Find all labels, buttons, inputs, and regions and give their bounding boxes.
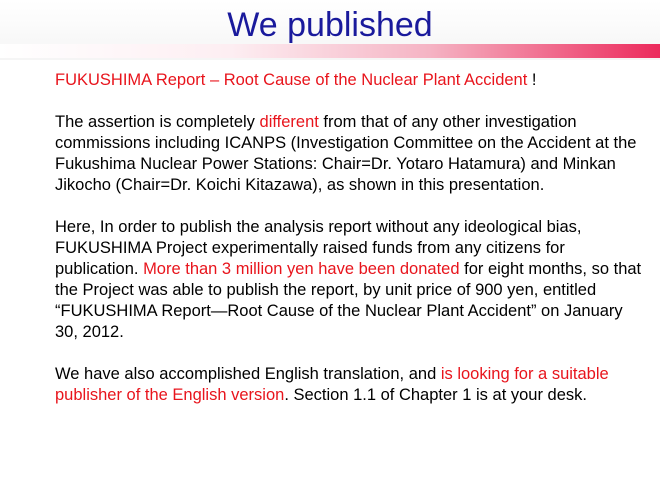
paragraph-funding-part-2: for eight months, so that the Project was able to publish the report, by unit price of 900 yen, entitled “FUKUSHIMA Report—Root Cause of the Nuclear Plant Accident” on January 30, 2012.: [55, 260, 642, 341]
paragraph-translation-part-2: . Section 1.1 of Chapter 1 is at your desk.: [284, 386, 587, 404]
paragraph-funding-part-1: Here, In order to publish the analysis report without any ideological bias, FUKUSHIMA Project experimentally raised funds from any citizens for publication.: [55, 218, 582, 278]
paragraph-translation-highlight: is looking for a suitable publisher of the English version: [55, 365, 609, 404]
paragraph-translation: [55, 364, 645, 406]
paragraph-funding-highlight: More than 3 million yen have been donated: [143, 260, 460, 278]
paragraph-assertion-highlight: different: [259, 113, 319, 131]
slide-title: We published: [227, 6, 433, 44]
report-heading: [55, 70, 645, 91]
report-heading-suffix: !: [527, 71, 537, 89]
slide-body: [55, 70, 645, 427]
paragraph-assertion-part-2: from that of any other investigation commissions including ICANPS (Investigation Committee on the Accident at the Fukushima Nuclear Power Stations: Chair=Dr. Yotaro Hatamura) and Minkan Jikocho (Chair=Dr. Koichi Kitazawa), as shown in this presentation.: [55, 113, 637, 194]
title-gradient-bar: [0, 44, 660, 58]
paragraph-funding: [55, 217, 645, 343]
slide-header: [0, 0, 660, 60]
paragraph-assertion-part-1: The assertion is completely: [55, 113, 260, 131]
paragraph-translation-part-1: We have also accomplished English translation, and: [55, 365, 441, 383]
paragraph-assertion: [55, 112, 645, 196]
report-title-text: FUKUSHIMA Report – Root Cause of the Nuclear Plant Accident: [55, 71, 528, 89]
